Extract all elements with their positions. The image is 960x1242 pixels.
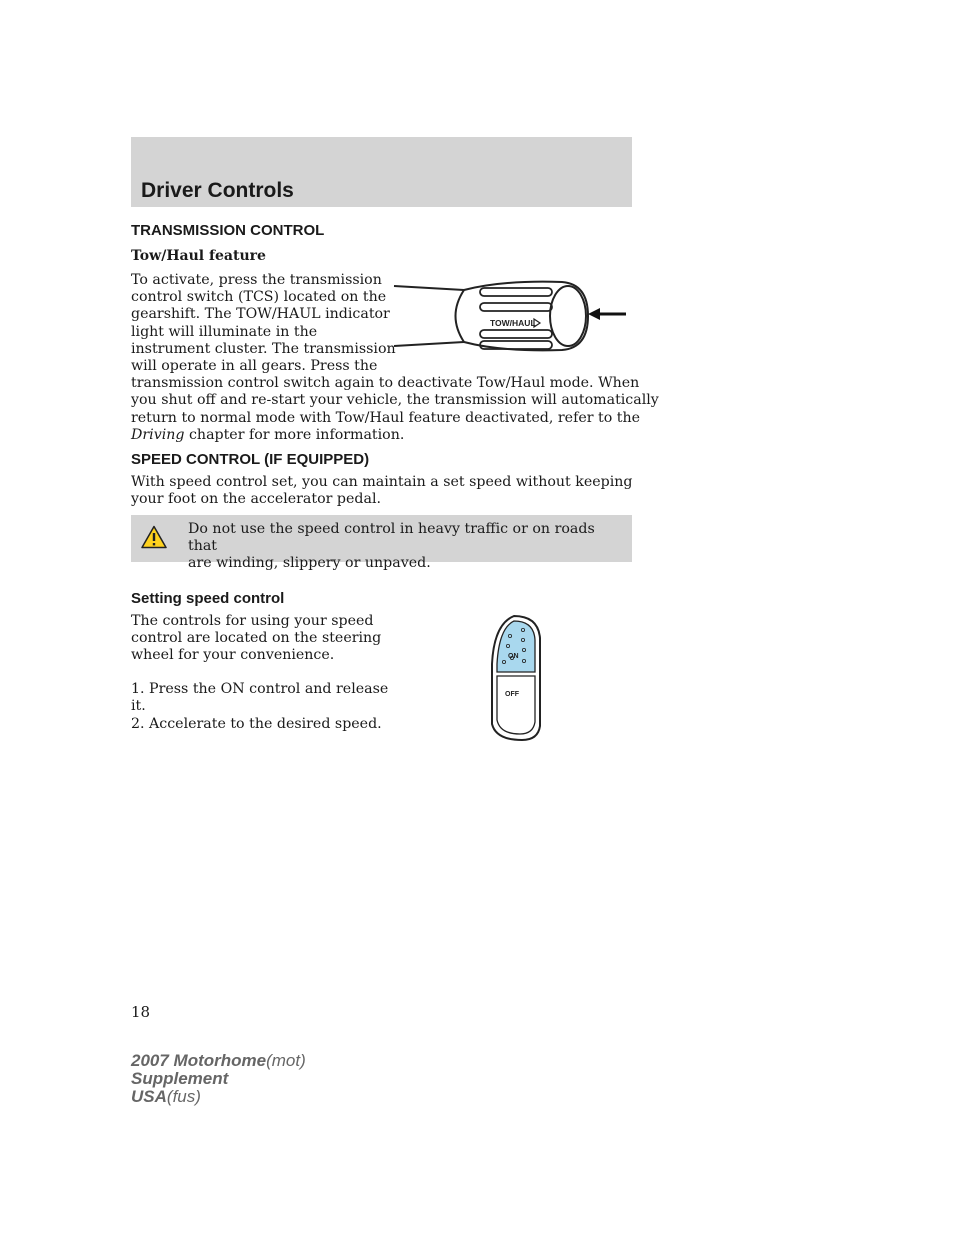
speed-control-heading: SPEED CONTROL (IF EQUIPPED) — [131, 451, 370, 468]
speed-control-switch-figure — [486, 614, 544, 742]
driving-chapter-reference: Driving — [131, 426, 185, 443]
setting-speed-control-heading: Setting speed control — [131, 590, 285, 607]
text-line: Do not use the speed control in heavy traffic or on roads that — [188, 521, 595, 554]
text-line: 2. Accelerate to the desired speed. — [131, 716, 382, 732]
text-line: instrument cluster. The transmission — [131, 340, 396, 357]
footer-market: USA — [131, 1087, 167, 1106]
speed-control-intro — [131, 474, 633, 508]
text-fragment: chapter for more information. — [188, 426, 405, 443]
text-line: you shut off and re-start your vehicle, the transmission will automatically — [131, 392, 659, 409]
text-line: control are located on the steering — [131, 630, 382, 647]
on-control-label: ON — [508, 653, 519, 660]
footer-model-code: (mot) — [266, 1051, 306, 1070]
text-line: light will illuminate in the — [131, 323, 318, 340]
section-header — [131, 137, 632, 207]
transmission-heading: TRANSMISSION CONTROL — [131, 222, 325, 239]
off-control-label: OFF — [505, 691, 519, 698]
step-2 — [131, 716, 382, 733]
gearshift-tcs-figure — [392, 276, 632, 356]
footer-line — [131, 1070, 306, 1088]
text-line: will operate in all gears. Press the — [131, 358, 378, 375]
footer-doc-type: Supplement — [131, 1069, 229, 1088]
warning-triangle-icon — [141, 525, 167, 549]
text-line: 1. Press the ON control and release — [131, 681, 389, 697]
setting-speed-control-paragraph — [131, 613, 381, 665]
footer-line — [131, 1052, 306, 1070]
text-line: transmission control switch again to deactivate Tow/Haul mode. When — [131, 375, 640, 392]
warning-text — [188, 521, 618, 572]
text-line: The controls for using your speed — [131, 613, 374, 629]
document-footer — [131, 1052, 306, 1106]
text-line: gearshift. The TOW/HAUL indicator — [131, 306, 390, 323]
footer-model: 2007 Motorhome — [131, 1051, 267, 1070]
section-title: Driver Controls — [141, 179, 294, 202]
text-line: With speed control set, you can maintain a set speed without keeping — [131, 474, 633, 490]
text-line: your foot on the accelerator pedal. — [131, 491, 381, 508]
text-line: control switch (TCS) located on the — [131, 289, 387, 306]
footer-market-code: (fus) — [166, 1087, 201, 1106]
tow-haul-subheading: Tow/Haul feature — [131, 248, 266, 264]
text-line — [131, 427, 659, 444]
text-line: are winding, slippery or unpaved. — [188, 555, 431, 571]
text-line: wheel for your convenience. — [131, 647, 335, 664]
text-line: return to normal mode with Tow/Haul feature deactivated, refer to the — [131, 409, 641, 426]
tow-haul-label: TOW/HAUL — [490, 318, 536, 328]
text-line: it. — [131, 698, 146, 715]
warning-box — [131, 515, 632, 571]
page-number: 18 — [131, 1003, 151, 1021]
footer-line — [131, 1088, 306, 1106]
text-line: To activate, press the transmission — [131, 272, 382, 288]
step-1 — [131, 681, 388, 715]
